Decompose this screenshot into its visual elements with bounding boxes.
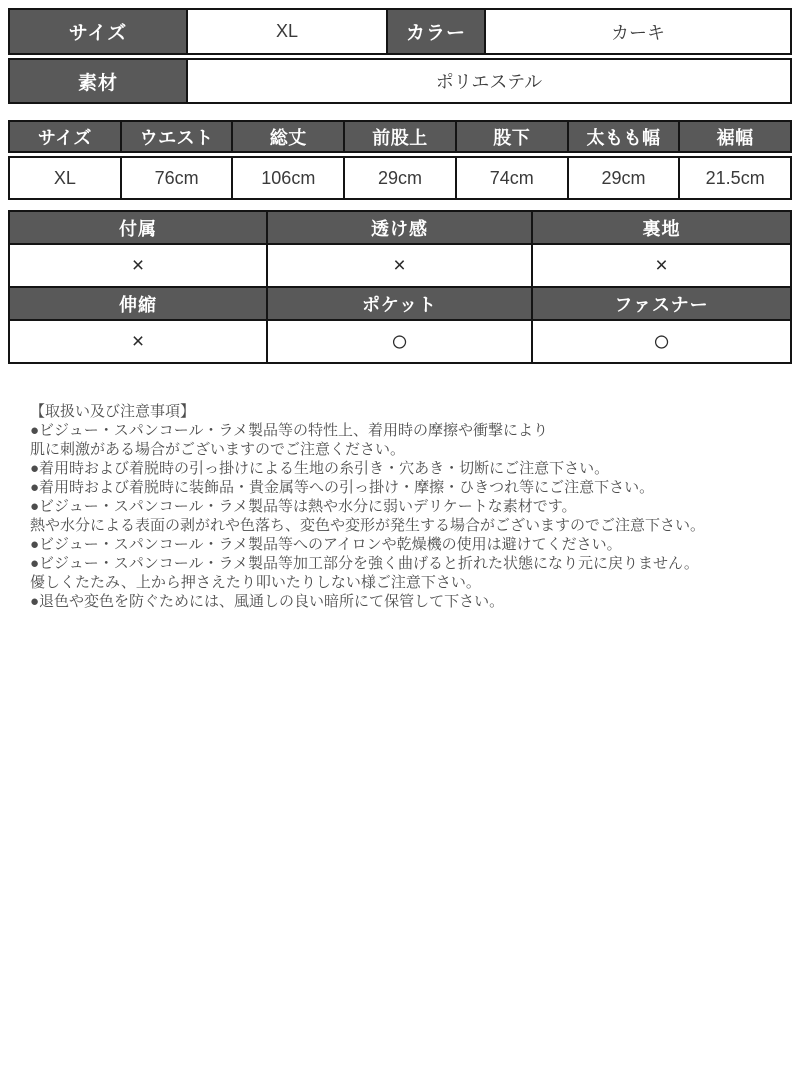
- measurement-header: 太もも幅: [569, 122, 681, 151]
- feature-value: ○: [268, 321, 533, 362]
- feature-header: 透け感: [268, 212, 533, 243]
- material-row: [8, 58, 792, 104]
- care-note-line: ●ビジュー・スパンコール・ラメ製品等の特性上、着用時の摩擦や衝撃により: [30, 422, 549, 439]
- measurement-header: 股下: [457, 122, 569, 151]
- measurement-value: 106cm: [233, 158, 345, 198]
- material-label: 素材: [10, 60, 188, 102]
- measurement-header: 総丈: [233, 122, 345, 151]
- size-value: XL: [188, 10, 388, 53]
- measurements-value-row: [8, 156, 792, 200]
- size-color-row: [8, 8, 792, 55]
- measurement-header: 前股上: [345, 122, 457, 151]
- measurement-header: ウエスト: [122, 122, 234, 151]
- measurement-header: サイズ: [10, 122, 122, 151]
- care-note-line: ●ビジュー・スパンコール・ラメ製品等は熱や水分に弱いデリケートな素材です。: [30, 498, 577, 515]
- measurement-value: 29cm: [345, 158, 457, 198]
- measurement-value: 29cm: [569, 158, 681, 198]
- feature-value: ×: [10, 321, 268, 362]
- measurement-value: 74cm: [457, 158, 569, 198]
- feature-header: ポケット: [268, 288, 533, 319]
- features-value-row-1: [10, 243, 790, 286]
- feature-header: 伸縮: [10, 288, 268, 319]
- feature-value: ○: [652, 324, 671, 358]
- measurements-header-row: [8, 120, 792, 153]
- care-note-line: 肌に刺激がある場合がございますのでご注意ください。: [30, 441, 406, 458]
- care-notes: [30, 402, 792, 611]
- feature-value: ×: [268, 245, 533, 286]
- care-note-line: ●着用時および着脱時に装飾品・貴金属等への引っ掛け・摩擦・ひきつれ等にご注意下さい。: [30, 479, 655, 496]
- measurement-header: 裾幅: [680, 122, 790, 151]
- measurement-value: 21.5cm: [705, 167, 765, 188]
- feature-value: ×: [655, 253, 668, 277]
- care-notes-title: 【取扱い及び注意事項】: [30, 403, 196, 420]
- features-header-row-2: [10, 286, 790, 319]
- features-table: [8, 210, 792, 364]
- features-header-row-1: [10, 212, 790, 243]
- feature-header: 付属: [10, 212, 268, 243]
- care-note-line: ●ビジュー・スパンコール・ラメ製品等加工部分を強く曲げると折れた状態になり元に戻りません。: [30, 555, 699, 572]
- care-note-line: 熱や水分による表面の剥がれや色落ち、変色や変形が発生する場合がございますのでご注意下さい。: [30, 517, 706, 534]
- care-note-line: 優しくたたみ、上から押さえたり叩いたりしない様ご注意下さい。: [30, 574, 481, 591]
- color-label: カラー: [388, 10, 486, 53]
- material-value: ポリエステル: [435, 72, 543, 92]
- features-value-row-2: [10, 319, 790, 362]
- measurement-value: XL: [10, 158, 122, 198]
- measurement-value: 76cm: [122, 158, 234, 198]
- care-note-line: ●退色や変色を防ぐためには、風通しの良い暗所にて保管して下さい。: [30, 593, 505, 610]
- feature-value: ×: [10, 245, 268, 286]
- color-value: カーキ: [611, 22, 665, 43]
- size-label: サイズ: [10, 10, 188, 53]
- feature-header: ファスナー: [533, 288, 790, 319]
- feature-header: 裏地: [533, 212, 790, 243]
- care-note-line: ●着用時および着脱時の引っ掛けによる生地の糸引き・穴あき・切断にご注意下さい。: [30, 460, 610, 477]
- care-note-line: ●ビジュー・スパンコール・ラメ製品等へのアイロンや乾燥機の使用は避けてください。: [30, 536, 622, 553]
